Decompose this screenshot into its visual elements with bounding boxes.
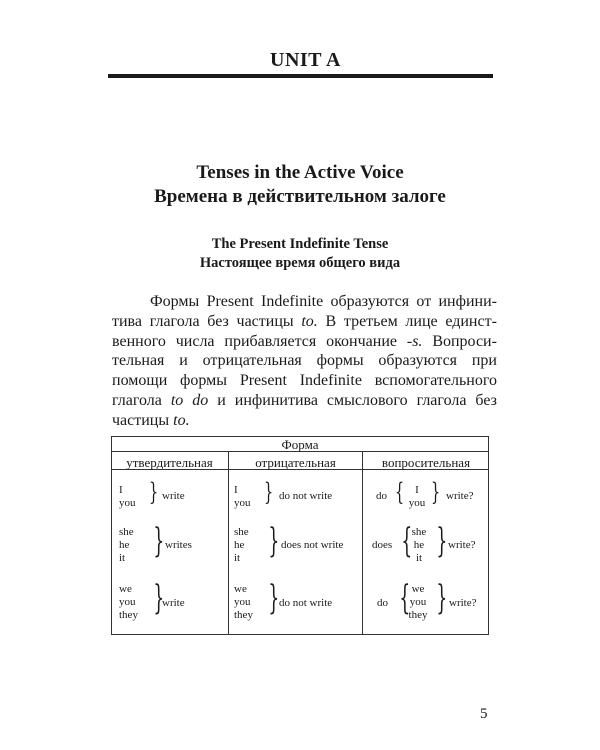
word: do	[192, 391, 209, 409]
affirmative-verb: write	[162, 490, 185, 502]
pronoun: you	[409, 596, 427, 608]
column-header-interrogative: вопросительная	[381, 455, 471, 470]
table-row	[119, 583, 138, 622]
pronoun: you	[119, 497, 136, 509]
pronoun: it	[119, 552, 126, 564]
pronoun: she	[234, 526, 249, 538]
paragraph-line	[112, 351, 497, 371]
column-header-affirmative: утвердительная	[126, 455, 213, 470]
table-column-divider	[228, 451, 229, 634]
paragraph-line	[112, 332, 497, 352]
negative-form: does not write	[281, 539, 344, 551]
pronoun: we	[119, 583, 132, 595]
word: Indefinite	[299, 372, 362, 390]
word: формы	[180, 372, 228, 390]
unit-title: UNIT A	[270, 49, 341, 71]
header-rule	[108, 74, 493, 78]
right-brace-icon: }	[153, 521, 165, 561]
paragraph-line	[112, 411, 497, 431]
word: Indefinite	[260, 293, 324, 310]
word: to	[170, 391, 184, 409]
word: частицы	[236, 312, 294, 330]
right-brace-icon: }	[436, 521, 448, 561]
negative-form: do not write	[279, 490, 333, 502]
word: -s.	[406, 332, 423, 350]
section-title-ru: Времена в действительном залоге	[154, 186, 446, 207]
word: тельная	[112, 352, 165, 370]
right-brace-icon: }	[264, 478, 274, 506]
question-verb: write?	[449, 597, 477, 609]
word: инфини-	[438, 293, 497, 310]
page-number: 5	[480, 706, 488, 722]
word: числа	[175, 332, 215, 350]
word: Present	[239, 372, 287, 390]
left-brace-icon: {	[395, 478, 405, 506]
question-auxiliary: do	[376, 490, 387, 502]
question-verb: write?	[446, 490, 474, 502]
word: глагола	[112, 391, 162, 409]
table-caption: Форма	[281, 437, 319, 452]
table-row	[234, 583, 253, 622]
table-column-divider	[362, 451, 363, 634]
question-pronouns	[407, 583, 429, 622]
word: окончание	[326, 332, 397, 350]
pronoun: you	[234, 596, 251, 608]
pronoun: it	[415, 552, 423, 564]
paragraph-line	[112, 312, 497, 332]
left-brace-icon: {	[401, 521, 413, 561]
word: без	[207, 312, 229, 330]
word: Формы	[150, 293, 200, 310]
pronoun: you	[408, 497, 426, 509]
word: третьем	[343, 312, 398, 330]
paragraph-line	[112, 391, 497, 411]
right-brace-icon: }	[149, 478, 159, 506]
word: вспомогательного	[374, 372, 497, 390]
pronoun: I	[234, 484, 238, 496]
word: тива	[112, 312, 142, 330]
word: при	[471, 352, 497, 370]
word: отрицательная	[202, 352, 302, 370]
body-paragraph	[112, 292, 497, 431]
question-pronouns	[409, 526, 429, 565]
question-auxiliary: do	[377, 597, 388, 609]
table-row	[119, 526, 134, 565]
word: и	[217, 391, 226, 409]
affirmative-verb: writes	[165, 539, 192, 551]
pronoun: she	[119, 526, 134, 538]
negative-form: do not write	[279, 597, 333, 609]
right-brace-icon: }	[153, 578, 165, 618]
word: Present	[206, 293, 254, 310]
word: частицы	[112, 411, 170, 429]
word: единст-	[445, 312, 497, 330]
table-row	[234, 484, 251, 510]
paragraph-line	[112, 371, 497, 391]
pronoun: he	[413, 539, 425, 551]
pronoun: I	[415, 484, 419, 496]
word: прибавляется	[224, 332, 317, 350]
pronoun: we	[411, 583, 425, 595]
pronoun: we	[234, 583, 247, 595]
pronoun: I	[119, 484, 123, 496]
word: смыслового	[326, 391, 408, 409]
paragraph-line	[112, 292, 497, 312]
table-row	[119, 484, 136, 510]
pronoun: he	[119, 539, 130, 551]
word: В	[325, 312, 337, 330]
word: глагола	[416, 391, 467, 409]
pronoun: you	[234, 497, 251, 509]
word: венного	[112, 332, 166, 350]
table-row	[234, 526, 249, 565]
subsection-title-en: The Present Indefinite Tense	[211, 236, 389, 252]
word: to.	[301, 312, 318, 330]
word: лице	[405, 312, 438, 330]
section-title-en: Tenses in the Active Voice	[196, 162, 404, 183]
word: Вопроси-	[432, 332, 497, 350]
question-verb: write?	[448, 539, 476, 551]
pronoun: they	[234, 609, 253, 621]
question-pronouns	[408, 484, 426, 510]
pronoun: you	[119, 596, 136, 608]
word: помощи	[112, 372, 168, 390]
pronoun: she	[411, 526, 427, 538]
right-brace-icon: }	[436, 578, 448, 618]
right-brace-icon: }	[268, 578, 280, 618]
affirmative-verb: write	[162, 597, 185, 609]
pronoun: they	[408, 609, 428, 621]
left-brace-icon: {	[399, 578, 411, 618]
column-header-negative: отрицательная	[255, 455, 336, 470]
pronoun: he	[234, 539, 245, 551]
right-brace-icon: }	[268, 521, 280, 561]
question-auxiliary: does	[372, 539, 393, 551]
word: формы	[316, 352, 364, 370]
word: образуются	[330, 293, 410, 310]
word: инфинитива	[234, 391, 318, 409]
word: без	[475, 391, 497, 409]
word: от	[416, 293, 432, 310]
word: глагола	[149, 312, 200, 330]
word: to.	[173, 411, 190, 429]
pronoun: they	[119, 609, 138, 621]
subsection-title-ru: Настоящее время общего вида	[199, 255, 401, 271]
right-brace-icon: }	[431, 478, 441, 506]
word: образуются	[378, 352, 458, 370]
word: и	[179, 352, 188, 370]
pronoun: it	[234, 552, 241, 564]
